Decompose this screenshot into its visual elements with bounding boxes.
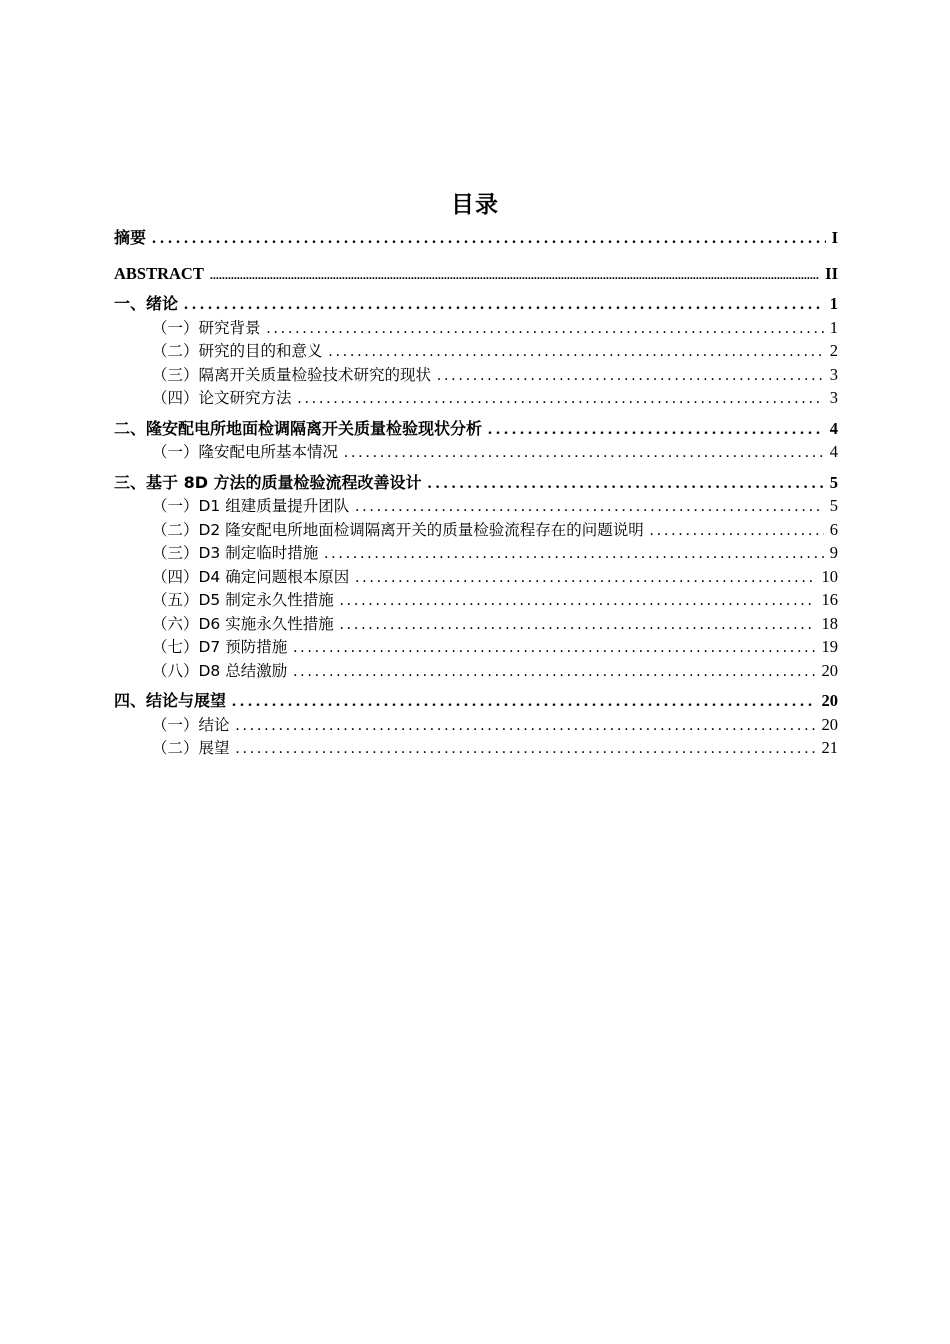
dot-leader [210,264,819,288]
toc-entry-page: 5 [829,472,838,492]
toc-entry-page: 6 [829,519,838,539]
toc-entry-page: 20 [821,714,838,734]
dot-leader [488,418,824,442]
toc-entry-section[interactable] [114,386,838,410]
toc-entry-page: 20 [821,660,838,680]
toc-entry-section[interactable] [114,635,838,659]
toc-entry-section[interactable] [114,494,838,518]
toc-entry-page: I [831,228,838,247]
toc-entry-page: 18 [821,613,838,633]
toc-entry-label: （二）研究的目的和意义 [152,342,323,360]
table-of-contents [114,226,838,760]
toc-entry-abstract-cn[interactable] [114,226,838,250]
toc-entry-label: （一）结论 [152,715,230,734]
toc-entry-label: （三）隔离开关质量检验技术研究的现状 [152,365,432,384]
toc-entry-section[interactable] [114,736,838,760]
toc-entry-label: （五）D5 制定永久性措施 [152,591,334,609]
toc-entry-page: 9 [829,543,838,562]
dot-leader [340,589,816,613]
dot-leader [324,542,824,566]
toc-entry-label: （二）展望 [152,739,230,757]
toc-entry-section[interactable] [114,518,838,542]
toc-entry-label: （六）D6 实施永久性措施 [152,614,334,633]
toc-entry-section[interactable] [114,588,838,612]
toc-entry-label: （二）D2 隆安配电所地面检调隔离开关的质量检验流程存在的问题说明 [152,520,644,539]
dot-leader [236,714,816,738]
toc-entry-label: （一）隆安配电所基本情况 [152,443,339,461]
toc-entry-page: 21 [821,738,838,757]
toc-entry-page: 2 [829,341,838,360]
toc-entry-chapter-2[interactable] [114,417,838,441]
toc-entry-chapter-4[interactable] [114,689,838,713]
toc-entry-label: （三）D3 制定临时措施 [152,544,319,562]
dot-leader [344,441,824,465]
toc-entry-section[interactable] [114,316,838,340]
toc-entry-page: 20 [821,691,838,710]
toc-entry-section[interactable] [114,565,838,589]
toc-entry-page: 16 [821,590,838,609]
toc-entry-label: 一、绪论 [114,294,179,313]
dot-leader [293,660,815,684]
toc-entry-label: 四、结论与展望 [114,691,227,710]
toc-entry-label: （四）论文研究方法 [152,389,292,407]
toc-entry-page: 3 [829,388,838,407]
toc-entry-page: II [825,263,838,283]
toc-entry-label: （八）D8 总结激励 [152,661,288,680]
dot-leader [340,613,816,637]
toc-entry-section[interactable] [114,659,838,683]
toc-entry-page: 19 [821,637,838,656]
toc-entry-page: 4 [829,418,838,438]
toc-entry-page: 4 [829,442,838,461]
dot-leader [267,317,824,341]
toc-entry-section[interactable] [114,339,838,363]
dot-leader [152,227,826,251]
toc-entry-label: （一）D1 组建质量提升团队 [152,497,350,515]
dot-leader [355,495,824,519]
toc-entry-section[interactable] [114,363,838,387]
toc-entry-label: 二、隆安配电所地面检调隔离开关质量检验现状分析 [114,418,483,438]
toc-entry-page: 10 [821,566,838,586]
toc-entry-page: 1 [829,317,838,337]
toc-entry-label: （一）研究背景 [152,318,261,337]
dot-leader [355,566,815,590]
toc-entry-section[interactable] [114,612,838,636]
toc-entry-page: 1 [829,294,838,313]
toc-entry-chapter-1[interactable] [114,292,838,316]
dot-leader [232,690,815,714]
toc-entry-label: （四）D4 确定问题根本原因 [152,567,350,586]
toc-entry-label: ABSTRACT [114,263,204,283]
toc-entry-page: 3 [829,364,838,384]
toc-entry-section[interactable] [114,713,838,737]
toc-entry-section[interactable] [114,541,838,565]
toc-entry-page: 5 [829,496,838,515]
dot-leader [184,293,824,317]
toc-title: 目录 [451,192,499,218]
toc-entry-abstract-en[interactable] [114,262,838,286]
toc-entry-label: 摘要 [114,228,147,247]
toc-entry-section[interactable] [114,440,838,464]
dot-leader [650,519,824,543]
dot-leader [428,472,824,496]
dot-leader [298,387,824,411]
toc-entry-label: 三、基于 8D 方法的质量检验流程改善设计 [114,472,422,492]
dot-leader [437,364,824,388]
dot-leader [293,636,815,660]
dot-leader [236,737,816,761]
toc-entry-chapter-3[interactable] [114,471,838,495]
dot-leader [329,340,824,364]
toc-entry-label: （七）D7 预防措施 [152,638,288,656]
